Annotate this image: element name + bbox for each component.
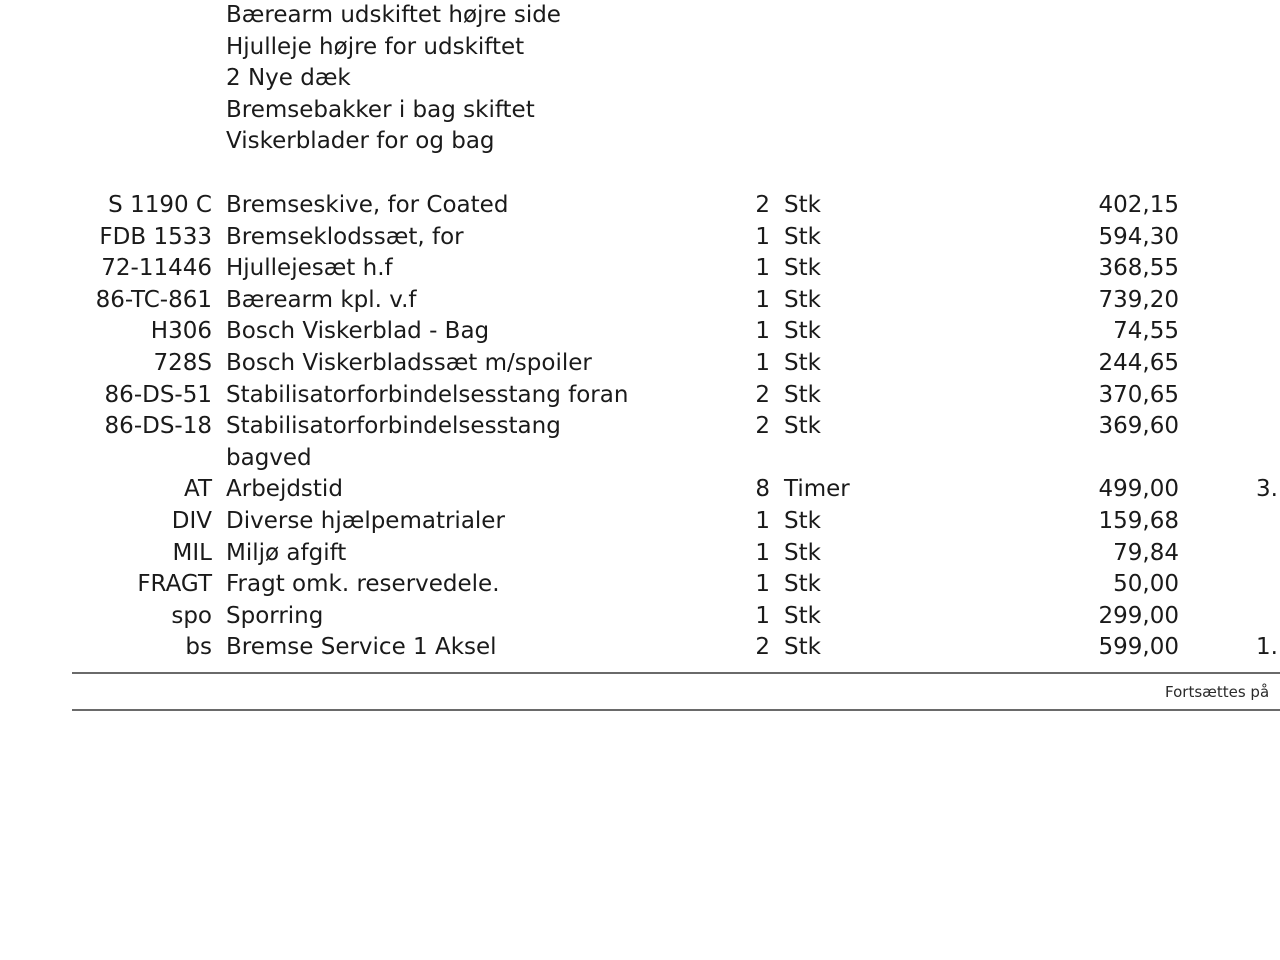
- item-total: 3.: [1256, 476, 1278, 503]
- invoice-line: [0, 569, 1280, 601]
- item-price: 739,20: [1098, 286, 1179, 313]
- item-code: S 1190 C: [108, 192, 212, 218]
- item-quantity: 2: [755, 634, 770, 661]
- work-note: 2 Nye dæk: [226, 65, 351, 92]
- item-description: Bosch Viskerbladssæt m/spoiler: [226, 349, 592, 376]
- invoice-line: [0, 348, 1280, 380]
- item-description: Stabilisatorforbindelsesstang foran: [226, 381, 629, 408]
- work-note: Hjulleje højre for udskiftet: [226, 33, 525, 60]
- item-price: 299,00: [1098, 602, 1179, 629]
- item-quantity: 1: [755, 255, 770, 282]
- item-price: 369,60: [1098, 413, 1179, 440]
- item-quantity: 1: [755, 286, 770, 313]
- item-price: 499,00: [1098, 476, 1179, 503]
- item-description: Hjullejesæt h.f: [226, 255, 393, 282]
- invoice-line: [0, 506, 1280, 538]
- item-unit: Timer: [784, 476, 850, 503]
- item-unit: Stk: [784, 571, 821, 598]
- item-description: Bærearm kpl. v.f: [226, 286, 417, 313]
- item-unit: Stk: [784, 223, 821, 250]
- invoice-line: [0, 253, 1280, 285]
- item-unit: Stk: [784, 381, 821, 408]
- item-code: FDB 1533: [99, 223, 212, 250]
- item-description: Stabilisatorforbindelsesstang bagved: [226, 413, 561, 471]
- item-unit: Stk: [784, 286, 821, 313]
- item-unit: Stk: [784, 255, 821, 282]
- item-unit: Stk: [784, 413, 821, 440]
- item-code: MIL: [172, 539, 212, 566]
- item-description: Bremse Service 1 Aksel: [226, 634, 497, 661]
- item-description: Bosch Viskerblad - Bag: [226, 318, 490, 345]
- divider-bottom: [72, 709, 1280, 711]
- item-quantity: 2: [755, 413, 770, 440]
- invoice-line: [0, 601, 1280, 633]
- divider-top: [72, 672, 1280, 674]
- work-note: Bremsebakker i bag skiftet: [226, 96, 535, 123]
- item-code: DIV: [171, 507, 212, 534]
- item-unit: Stk: [784, 349, 821, 376]
- item-description: Sporring: [226, 602, 324, 629]
- item-code: bs: [185, 634, 212, 661]
- invoice-line: [0, 285, 1280, 317]
- item-code: H306: [150, 318, 212, 345]
- item-price: 50,00: [1113, 571, 1179, 598]
- invoice-line: [0, 538, 1280, 570]
- item-price: 402,15: [1098, 192, 1179, 218]
- item-quantity: 1: [755, 349, 770, 376]
- item-description: Bremseklodssæt, for: [226, 223, 464, 250]
- item-unit: Stk: [784, 634, 821, 661]
- item-quantity: 1: [755, 318, 770, 345]
- invoice-line: [0, 380, 1280, 412]
- item-description: Miljø afgift: [226, 539, 347, 566]
- item-price: 599,00: [1098, 634, 1179, 661]
- item-description: Arbejdstid: [226, 476, 343, 503]
- item-price: 74,55: [1113, 318, 1179, 345]
- item-code: spo: [171, 602, 212, 629]
- item-code: 86-DS-51: [104, 381, 212, 408]
- work-note: Viskerblader for og bag: [226, 128, 495, 155]
- item-quantity: 2: [755, 192, 770, 218]
- item-quantity: 1: [755, 571, 770, 598]
- item-price: 244,65: [1098, 349, 1179, 376]
- item-description: Bremseskive, for Coated: [226, 192, 509, 218]
- invoice-line: [0, 222, 1280, 254]
- item-quantity: 1: [755, 539, 770, 566]
- item-code: 86-DS-18: [104, 413, 212, 440]
- item-code: FRAGT: [137, 571, 212, 598]
- item-unit: Stk: [784, 192, 821, 218]
- item-description: Diverse hjælpematrialer: [226, 507, 505, 534]
- item-unit: Stk: [784, 602, 821, 629]
- work-note: Bærearm udskiftet højre side: [226, 2, 561, 28]
- item-price: 159,68: [1098, 507, 1179, 534]
- item-unit: Stk: [784, 318, 821, 345]
- work-notes: [226, 0, 561, 158]
- invoice-line: [0, 474, 1280, 506]
- item-quantity: 1: [755, 507, 770, 534]
- invoice-line: [0, 316, 1280, 348]
- item-price: 370,65: [1098, 381, 1179, 408]
- item-price: 79,84: [1113, 539, 1179, 566]
- item-total: 1.: [1256, 634, 1278, 661]
- item-quantity: 1: [755, 223, 770, 250]
- invoice-lines: [0, 190, 1280, 664]
- item-code: 86-TC-861: [95, 286, 212, 313]
- item-description: Fragt omk. reservedele.: [226, 571, 500, 598]
- invoice-line: [0, 632, 1280, 664]
- invoice-line: [0, 190, 1280, 222]
- item-quantity: 1: [755, 602, 770, 629]
- item-price: 594,30: [1098, 223, 1179, 250]
- continued-label: Fortsættes på: [1165, 683, 1270, 701]
- item-quantity: 8: [755, 476, 770, 503]
- item-unit: Stk: [784, 507, 821, 534]
- invoice-line: [0, 411, 1280, 474]
- item-code: 728S: [153, 349, 212, 376]
- item-quantity: 2: [755, 381, 770, 408]
- item-price: 368,55: [1098, 255, 1179, 282]
- item-code: AT: [184, 476, 212, 503]
- item-unit: Stk: [784, 539, 821, 566]
- item-code: 72-11446: [101, 255, 212, 282]
